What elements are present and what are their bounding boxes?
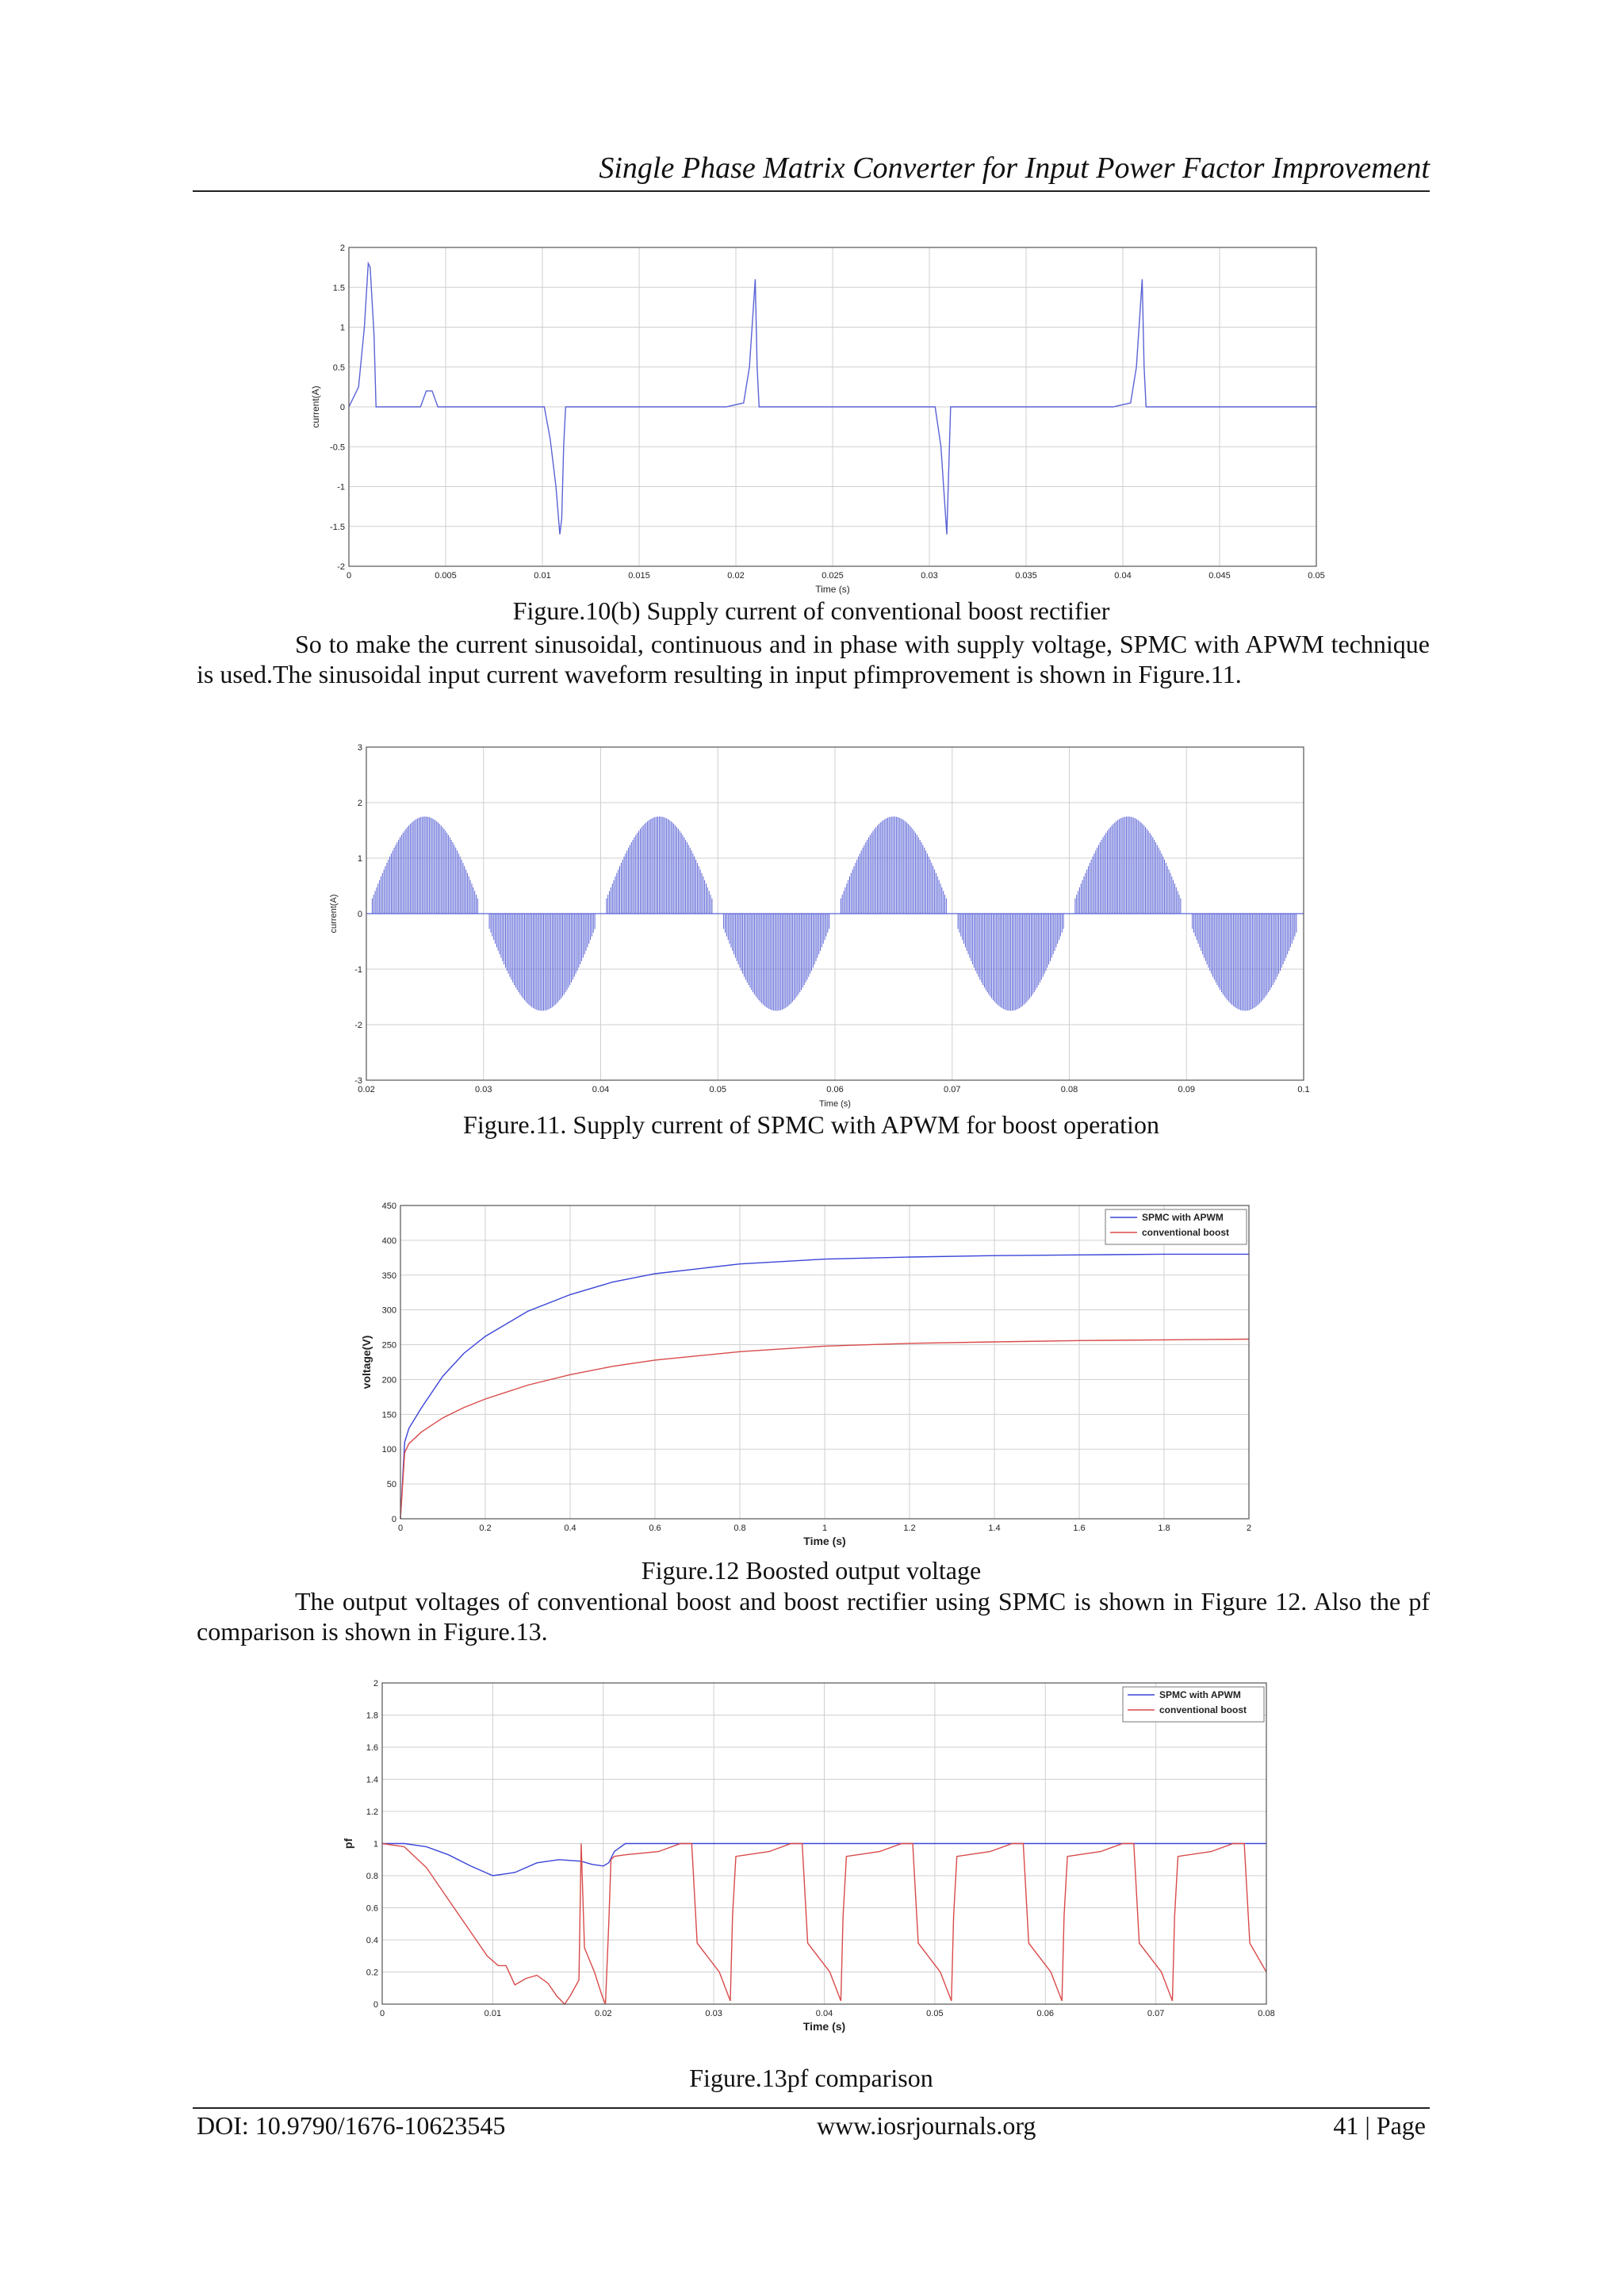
- y-tick-label: 50: [386, 1480, 396, 1490]
- x-tick-label: 0.07: [1147, 2009, 1165, 2018]
- y-tick-label: 1.2: [366, 1807, 378, 1817]
- y-tick-label: 400: [381, 1236, 396, 1246]
- figure-12-caption: Figure.12 Boosted output voltage: [641, 1556, 982, 1585]
- y-tick-label: 1.6: [366, 1743, 378, 1753]
- legend-label: conventional boost: [1159, 1704, 1247, 1715]
- y-tick-label: 1: [339, 323, 345, 333]
- paragraph-1-text: So to make the current sinusoidal, continuous and in phase with supply voltage, SPMC with APWM technique is used.The sinusoidal input current waveform resulting in input pfimprovement is shown in Figure.11.: [197, 630, 1430, 688]
- x-tick-label: 0.1: [1297, 1085, 1310, 1094]
- x-tick-label: 0.06: [826, 1085, 844, 1094]
- x-tick-label: 0.005: [435, 571, 457, 581]
- header-divider: [193, 190, 1430, 192]
- y-tick-label: 350: [381, 1271, 396, 1281]
- x-tick-label: 0.02: [358, 1085, 375, 1094]
- y-tick-label: 0.8: [366, 1872, 378, 1881]
- x-tick-label: 0.07: [944, 1085, 961, 1094]
- x-axis-label: Time (s): [819, 1099, 851, 1109]
- figure-10b: [301, 238, 1332, 595]
- y-tick-label: 0.6: [366, 1903, 378, 1914]
- x-tick-label: 0: [397, 1524, 404, 1533]
- y-tick-label: 450: [381, 1202, 396, 1211]
- x-tick-label: 0.04: [815, 2009, 833, 2018]
- y-tick-label: -2: [354, 1021, 362, 1030]
- y-tick-label: 0: [339, 403, 345, 412]
- paragraph-2: [197, 1586, 1430, 1646]
- y-tick-label: 3: [357, 743, 362, 753]
- legend-label: SPMC with APWM: [1159, 1689, 1241, 1700]
- x-tick-label: 0.02: [595, 2009, 612, 2018]
- x-axis-label: Time (s): [803, 1535, 846, 1547]
- figure-13-caption: Figure.13pf comparison: [689, 2064, 933, 2092]
- x-tick-label: 0.045: [1208, 571, 1231, 581]
- x-tick-label: 0: [346, 571, 352, 581]
- y-tick-label: -3: [354, 1076, 362, 1086]
- x-tick-label: 0: [379, 2009, 385, 2018]
- y-axis-label: current(A): [329, 894, 339, 933]
- y-tick-label: 2: [373, 1679, 378, 1688]
- y-axis-label: voltage(V): [360, 1335, 373, 1389]
- x-tick-label: 0.03: [475, 1085, 492, 1094]
- x-tick-label: 0.06: [1036, 2009, 1054, 2018]
- paragraph-2-text: The output voltages of conventional boost and boost rectifier using SPMC is shown in Figure 12. Also the pf comparison is shown in Figure.13.: [197, 1587, 1430, 1646]
- x-tick-label: 0.4: [564, 1524, 576, 1533]
- y-tick-label: 0.5: [332, 362, 345, 373]
- x-tick-label: 0.8: [733, 1524, 746, 1533]
- y-tick-label: 0.4: [366, 1936, 378, 1945]
- figure-11: [325, 738, 1324, 1110]
- x-tick-label: 0.03: [921, 571, 938, 581]
- y-tick-label: 1.4: [366, 1775, 378, 1785]
- x-tick-label: 1.2: [903, 1524, 916, 1533]
- figure-12: [349, 1194, 1300, 1550]
- y-tick-label: 1.8: [366, 1711, 378, 1721]
- x-tick-label: 0.2: [479, 1524, 492, 1533]
- x-tick-label: 1: [822, 1524, 828, 1533]
- x-tick-label: 0.05: [709, 1085, 726, 1094]
- figure-10b-caption: Figure.10(b) Supply current of conventional boost rectifier: [512, 596, 1110, 625]
- y-tick-label: 200: [381, 1375, 396, 1386]
- y-tick-label: 1.5: [332, 283, 345, 293]
- x-tick-label: 0.01: [534, 571, 551, 581]
- x-tick-label: 0.09: [1178, 1085, 1195, 1094]
- legend: [1123, 1687, 1264, 1722]
- x-tick-label: 1.4: [988, 1524, 1001, 1533]
- y-tick-label: 250: [381, 1340, 396, 1351]
- x-tick-label: 0.04: [592, 1085, 610, 1094]
- x-tick-label: 0.08: [1060, 1085, 1078, 1094]
- x-axis-label: Time (s): [802, 2020, 846, 2033]
- y-tick-label: 0.2: [366, 1968, 378, 1978]
- x-tick-label: 0.05: [926, 2009, 944, 2018]
- y-tick-label: 0: [357, 910, 362, 919]
- x-tick-label: 1.8: [1158, 1524, 1170, 1533]
- legend: [1105, 1209, 1247, 1244]
- y-tick-label: -1: [354, 965, 362, 975]
- y-tick-label: 1: [357, 854, 362, 864]
- figure-13: [342, 1673, 1300, 2038]
- y-axis-label: pf: [342, 1838, 354, 1849]
- y-tick-label: -2: [337, 562, 345, 572]
- figure-13-chart: [342, 1673, 1300, 2038]
- x-tick-label: 1.6: [1073, 1524, 1086, 1533]
- x-tick-label: 0.05: [1308, 571, 1325, 581]
- legend-label: conventional boost: [1142, 1227, 1230, 1238]
- y-tick-label: 2: [339, 243, 345, 253]
- running-header: Single Phase Matrix Converter for Input Power Factor Improvement: [599, 151, 1430, 185]
- x-tick-label: 0.08: [1258, 2009, 1275, 2018]
- x-tick-label: 0.03: [705, 2009, 722, 2018]
- figure-11-chart: [325, 738, 1324, 1110]
- y-tick-label: 2: [357, 799, 362, 808]
- x-axis-label: Time (s): [815, 584, 850, 595]
- x-tick-label: 0.025: [822, 571, 844, 581]
- y-tick-label: -1.5: [330, 522, 345, 532]
- y-tick-label: 100: [381, 1445, 396, 1455]
- y-tick-label: -0.5: [330, 443, 345, 453]
- y-tick-label: 0: [373, 2000, 378, 2010]
- y-tick-label: 300: [381, 1305, 396, 1316]
- paragraph-1: [197, 629, 1430, 689]
- y-tick-label: 0: [391, 1515, 396, 1524]
- figure-10b-chart: [301, 238, 1332, 595]
- figure-11-caption: Figure.11. Supply current of SPMC with APWM for boost operation: [463, 1110, 1159, 1139]
- y-tick-label: 150: [381, 1410, 396, 1420]
- footer-site: www.iosrjournals.org: [817, 2111, 1036, 2140]
- x-tick-label: 0.04: [1114, 571, 1132, 581]
- y-axis-label: current(A): [310, 385, 321, 428]
- x-tick-label: 0.035: [1015, 571, 1037, 581]
- legend-label: SPMC with APWM: [1142, 1212, 1224, 1223]
- y-tick-label: -1: [337, 482, 345, 493]
- y-tick-label: 1: [373, 1839, 378, 1849]
- x-tick-label: 2: [1246, 1524, 1252, 1533]
- x-tick-label: 0.01: [484, 2009, 502, 2018]
- x-tick-label: 0.6: [649, 1524, 661, 1533]
- footer-page: 41 | Page: [1333, 2111, 1426, 2140]
- x-tick-label: 0.015: [628, 571, 650, 581]
- footer-divider: [193, 2107, 1430, 2109]
- x-tick-label: 0.02: [727, 571, 745, 581]
- footer-doi: DOI: 10.9790/1676-10623545: [197, 2111, 506, 2140]
- figure-12-chart: [349, 1194, 1300, 1550]
